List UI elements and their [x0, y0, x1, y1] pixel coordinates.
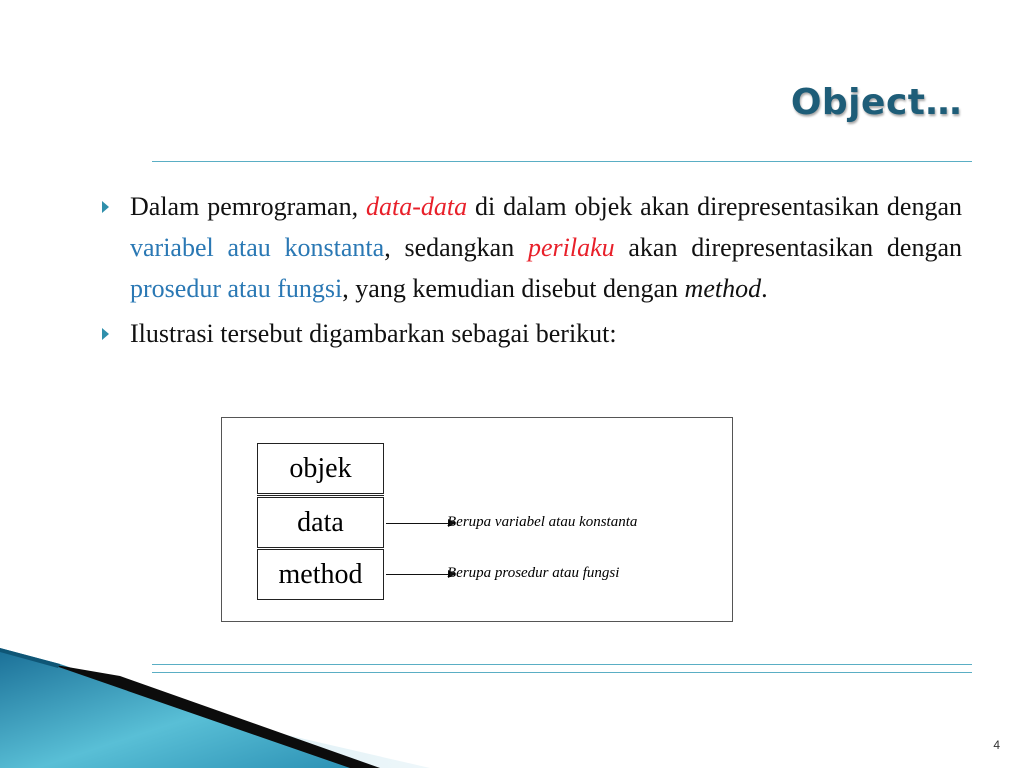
arrow-method-icon: [386, 574, 454, 575]
highlight-prosedur: prosedur atau fungsi: [130, 274, 343, 303]
text-run: .: [761, 274, 768, 303]
cell-separator: [257, 495, 384, 496]
text-run: , sedangkan: [384, 233, 528, 262]
highlight-perilaku: perilaku: [527, 233, 615, 262]
cell-objek: objek: [257, 443, 384, 494]
bullet-arrow-icon: [102, 201, 109, 213]
highlight-data: data-data: [365, 192, 468, 221]
cell-data: data: [257, 497, 384, 548]
bullet-text-1: [130, 192, 962, 303]
slide-title: Object…: [790, 82, 962, 123]
corner-decoration: [0, 640, 430, 768]
bullet-arrow-icon: [102, 328, 109, 340]
highlight-variabel: variabel atau konstanta: [130, 233, 385, 262]
arrow-data-icon: [386, 523, 454, 524]
cell-separator: [257, 547, 384, 548]
title-divider: [152, 161, 972, 162]
bullet-item-2: [100, 313, 962, 354]
text-run: di dalam objek akan direpresentasikan dengan: [467, 192, 962, 221]
text-run: , yang kemudian disebut dengan: [342, 274, 685, 303]
bullet-list: [100, 186, 962, 354]
page-number: 4: [993, 738, 1000, 752]
object-diagram: [221, 417, 733, 622]
note-data: Berupa variabel atau konstanta: [447, 514, 638, 530]
bullet-text-2: Ilustrasi tersebut digambarkan sebagai berikut:: [130, 319, 617, 348]
note-method: Berupa prosedur atau fungsi: [447, 565, 620, 581]
bullet-item-1: [100, 186, 962, 309]
cell-method: method: [257, 549, 384, 600]
highlight-method: method: [684, 274, 762, 303]
text-run: Dalam pemrograman,: [130, 192, 366, 221]
text-run: akan direpresentasikan dengan: [614, 233, 962, 262]
